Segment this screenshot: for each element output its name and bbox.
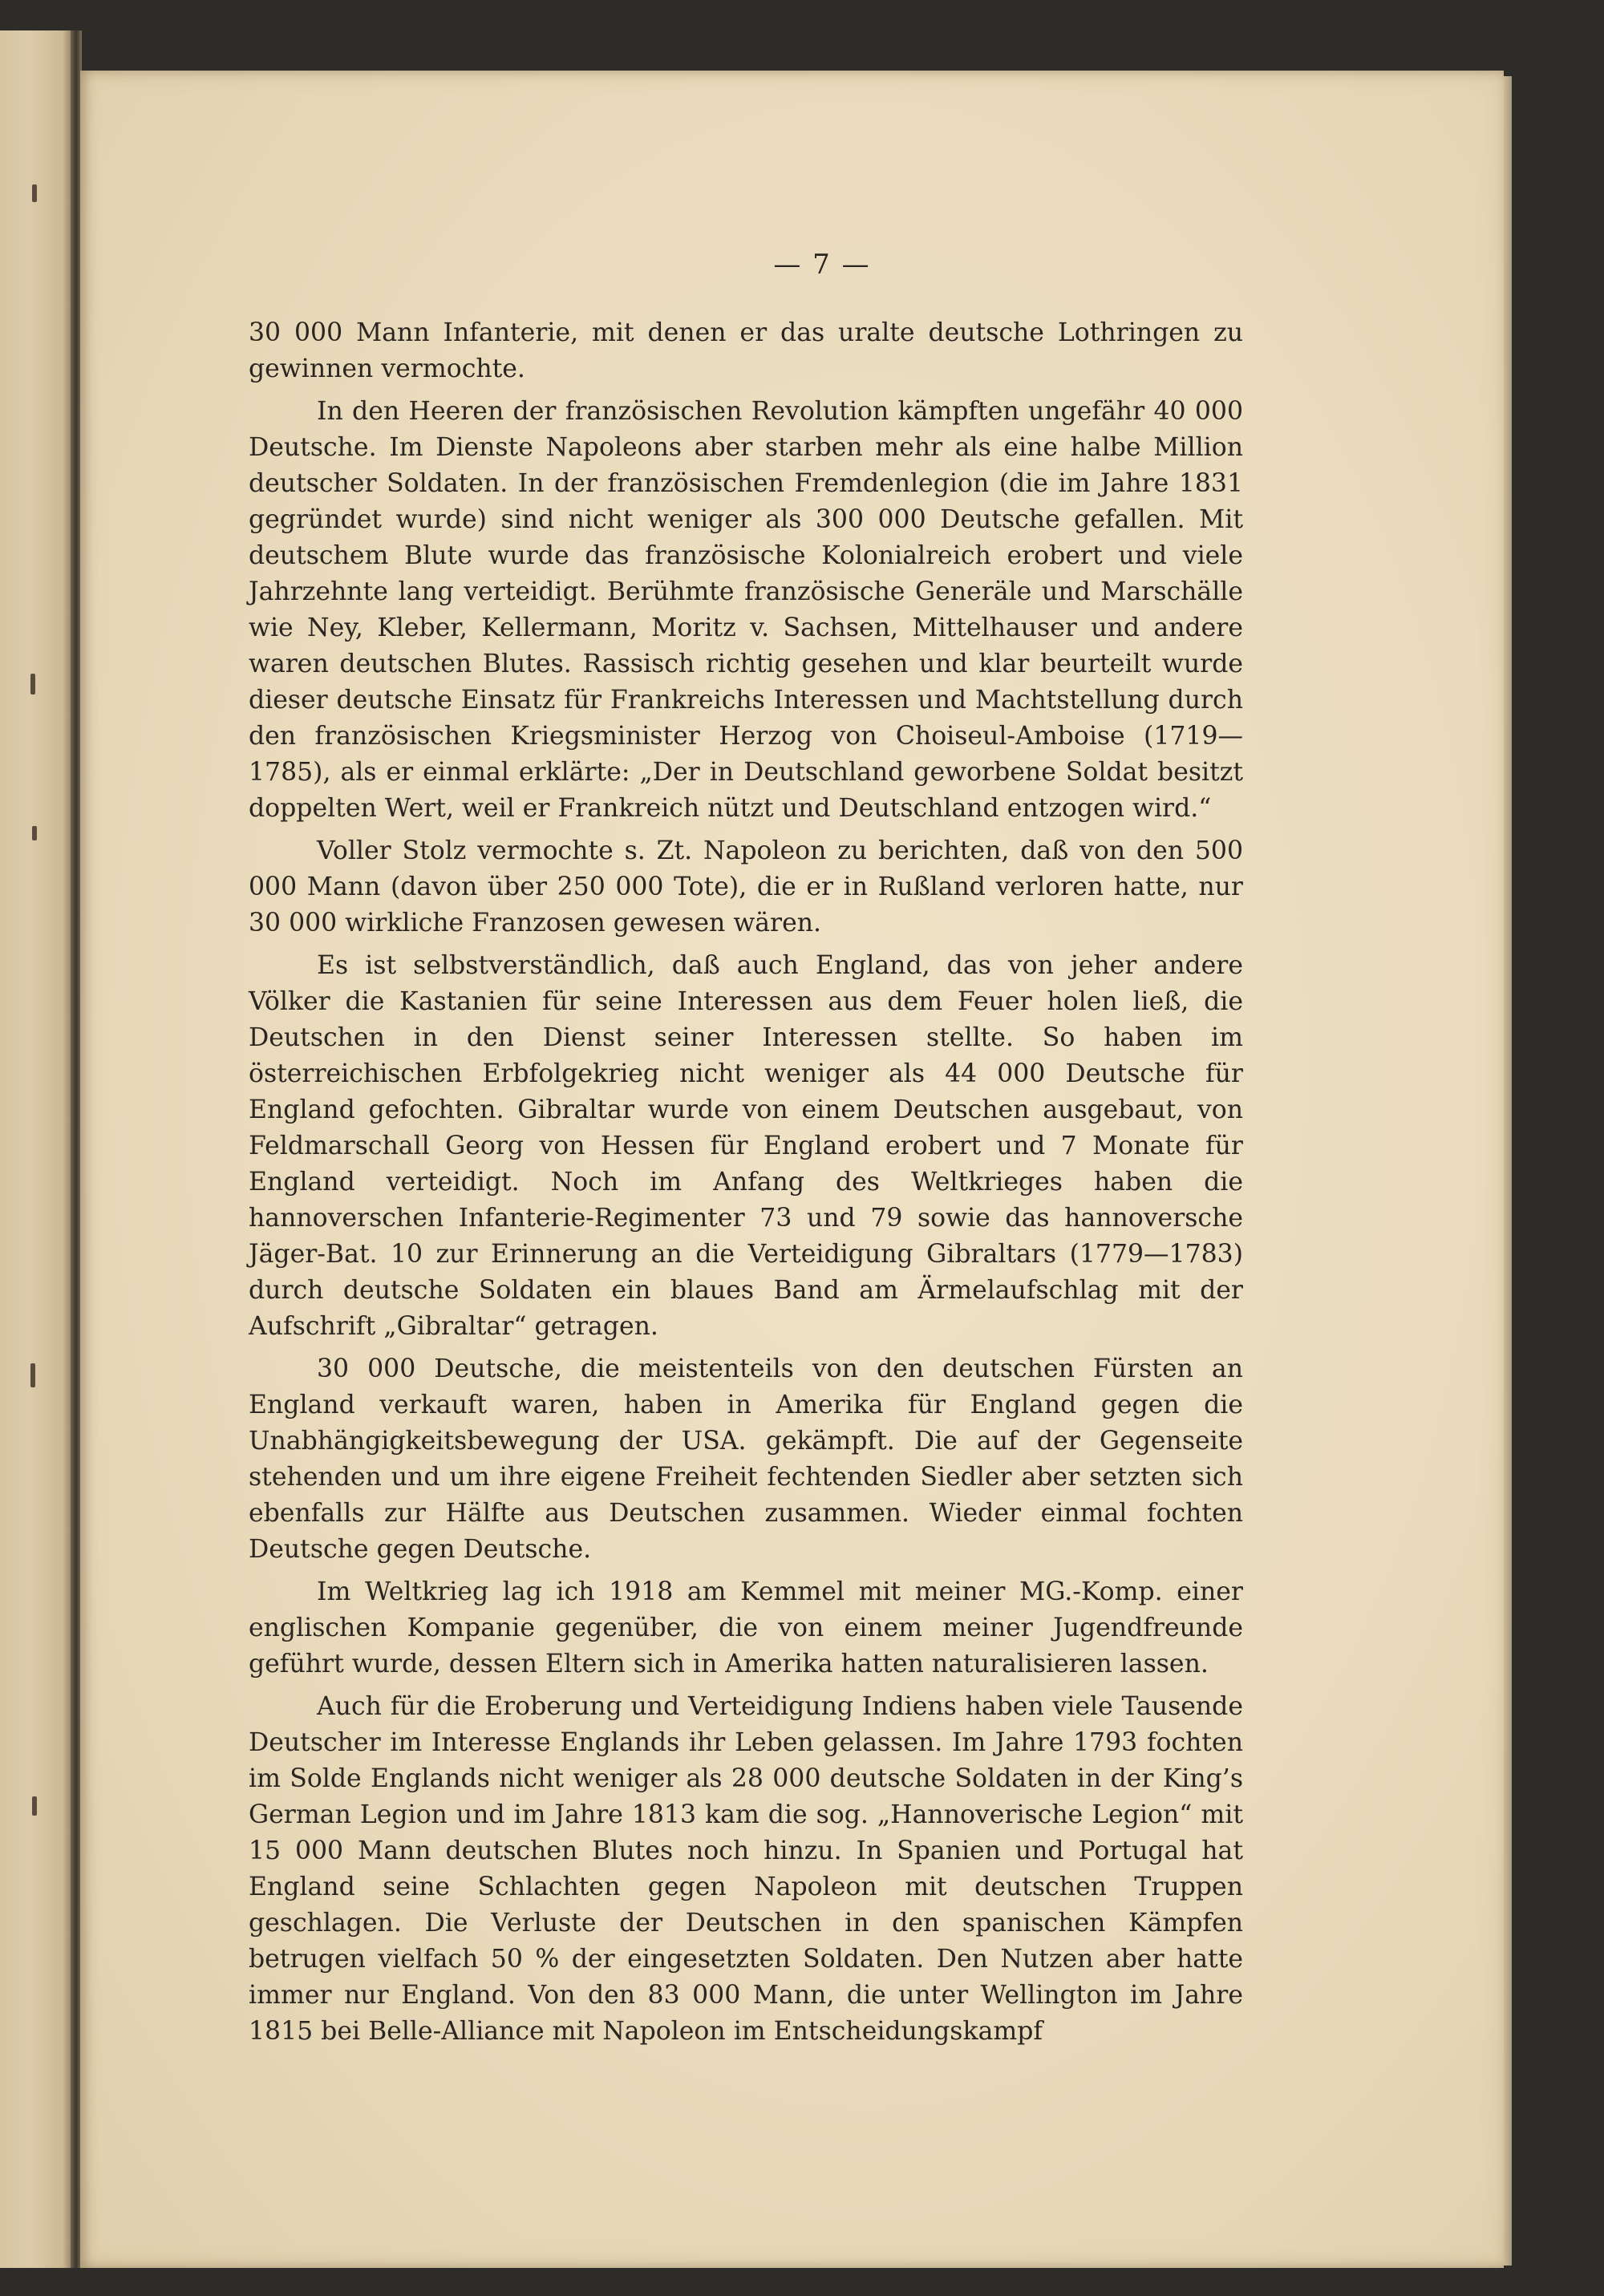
paragraph: Auch für die Eroberung und Verteidigung Indiens haben viele Tausende Deutscher im Interesse Englands ihr Leben gelassen. Im Jahre 1793 fochten im Solde Englands nicht weniger als 28 000 deutsche Soldaten in der King’s German Legion und im Jahre 1813 kam die sog. „Hannoverische Legion“ mit 15 000 Mann deutschen Blutes noch hinzu. In Spanien und Portugal hat England seine Schlachten gegen Napoleon mit deutschen Truppen geschlagen. Die Verluste der Deutschen in den spanischen Kämpfen betrugen vielfach 50 % der eingesetzten Soldaten. Den Nutzen aber hatte immer nur England. Von den 83 000 Mann, die unter Wellington im Jahre 1815 bei Belle-Alliance mit Napoleon im Entscheidungskampf bbox=[249, 1692, 1243, 2046]
margin-mark bbox=[30, 674, 35, 694]
page-right-edge bbox=[1504, 76, 1512, 2266]
paragraph: 30 000 Mann Infanterie, mit denen er das uralte deutsche Lothringen zu gewinnen vermochte. bbox=[249, 318, 1243, 383]
paragraph: In den Heeren der französischen Revolution kämpften ungefähr 40 000 Deutsche. Im Dienste Napoleons aber starben mehr als eine halbe Million deutscher Soldaten. In der französischen Fremdenlegion (die im Jahre 1831 gegründet wurde) sind nicht weniger als 300 000 Deutsche gefallen. Mit deutschem Blute wurde das französische Kolonialreich erobert und viele Jahrzehnte lang verteidigt. Berühmte französische Generäle und Marschälle wie Ney, Kleber, Kellermann, Moritz v. Sachsen, Mittelhauser und andere waren deutschen Blutes. Rassisch richtig gesehen und klar beurteilt wurde dieser deutsche Einsatz für Frankreichs Interessen und Machtstellung durch den französischen Kriegsminister Herzog von Choiseul-Amboise (1719—1785), als er einmal erklärte: „Der in Deutschland geworbene Soldat besitzt doppelten Wert, weil er Frankreich nützt und Deutschland entzogen wird.“ bbox=[249, 397, 1243, 823]
margin-mark bbox=[32, 826, 37, 840]
paragraph: Im Weltkrieg lag ich 1918 am Kemmel mit meiner MG.-Komp. einer englischen Kompanie gegenüber, die von einem meiner Jugendfreunde geführt wurde, dessen Eltern sich in Amerika hatten naturalisieren lassen. bbox=[249, 1577, 1243, 1678]
margin-mark bbox=[32, 1796, 37, 1816]
previous-page-edge bbox=[0, 30, 74, 2268]
margin-mark bbox=[30, 1363, 35, 1387]
paragraph: Es ist selbstverständlich, daß auch England, das von jeher andere Völker die Kastanien für seine Interessen aus dem Feuer holen ließ, die Deutschen in den Dienst seiner Interessen stellte. So haben im österreichischen Erbfolgekrieg nicht weniger als 44 000 Deutsche für England gefochten. Gibraltar wurde von einem Deutschen ausgebaut, von Feldmarschall Georg von Hessen für England erobert und 7 Monate für England verteidigt. Noch im Anfang des Weltkrieges haben die hannoverschen Infanterie-Regimenter 73 und 79 sowie das hannoversche Jäger-Bat. 10 zur Erinnerung an die Verteidigung Gibraltars (1779—1783) durch deutsche Soldaten ein blaues Band am Ärmelaufschlag mit der Aufschrift „Gibraltar“ getragen. bbox=[249, 951, 1243, 1341]
paragraph: Voller Stolz vermochte s. Zt. Napoleon zu berichten, daß von den 500 000 Mann (davon über 250 000 Tote), die er in Rußland verloren hatte, nur 30 000 wirkliche Franzosen gewesen wären. bbox=[249, 836, 1243, 937]
page-number: — 7 — bbox=[773, 249, 871, 281]
paragraph: 30 000 Deutsche, die meistenteils von den deutschen Fürsten an England verkauft waren, haben in Amerika für England gegen die Unabhängigkeitsbewegung der USA. gekämpft. Die auf der Gegenseite stehenden und um ihre eigene Freiheit fechtenden Siedler aber setzten sich ebenfalls zur Hälfte aus Deutschen zusammen. Wieder einmal fochten Deutsche gegen Deutsche. bbox=[249, 1355, 1243, 1564]
margin-mark bbox=[32, 184, 37, 202]
body-text bbox=[249, 315, 1243, 2050]
